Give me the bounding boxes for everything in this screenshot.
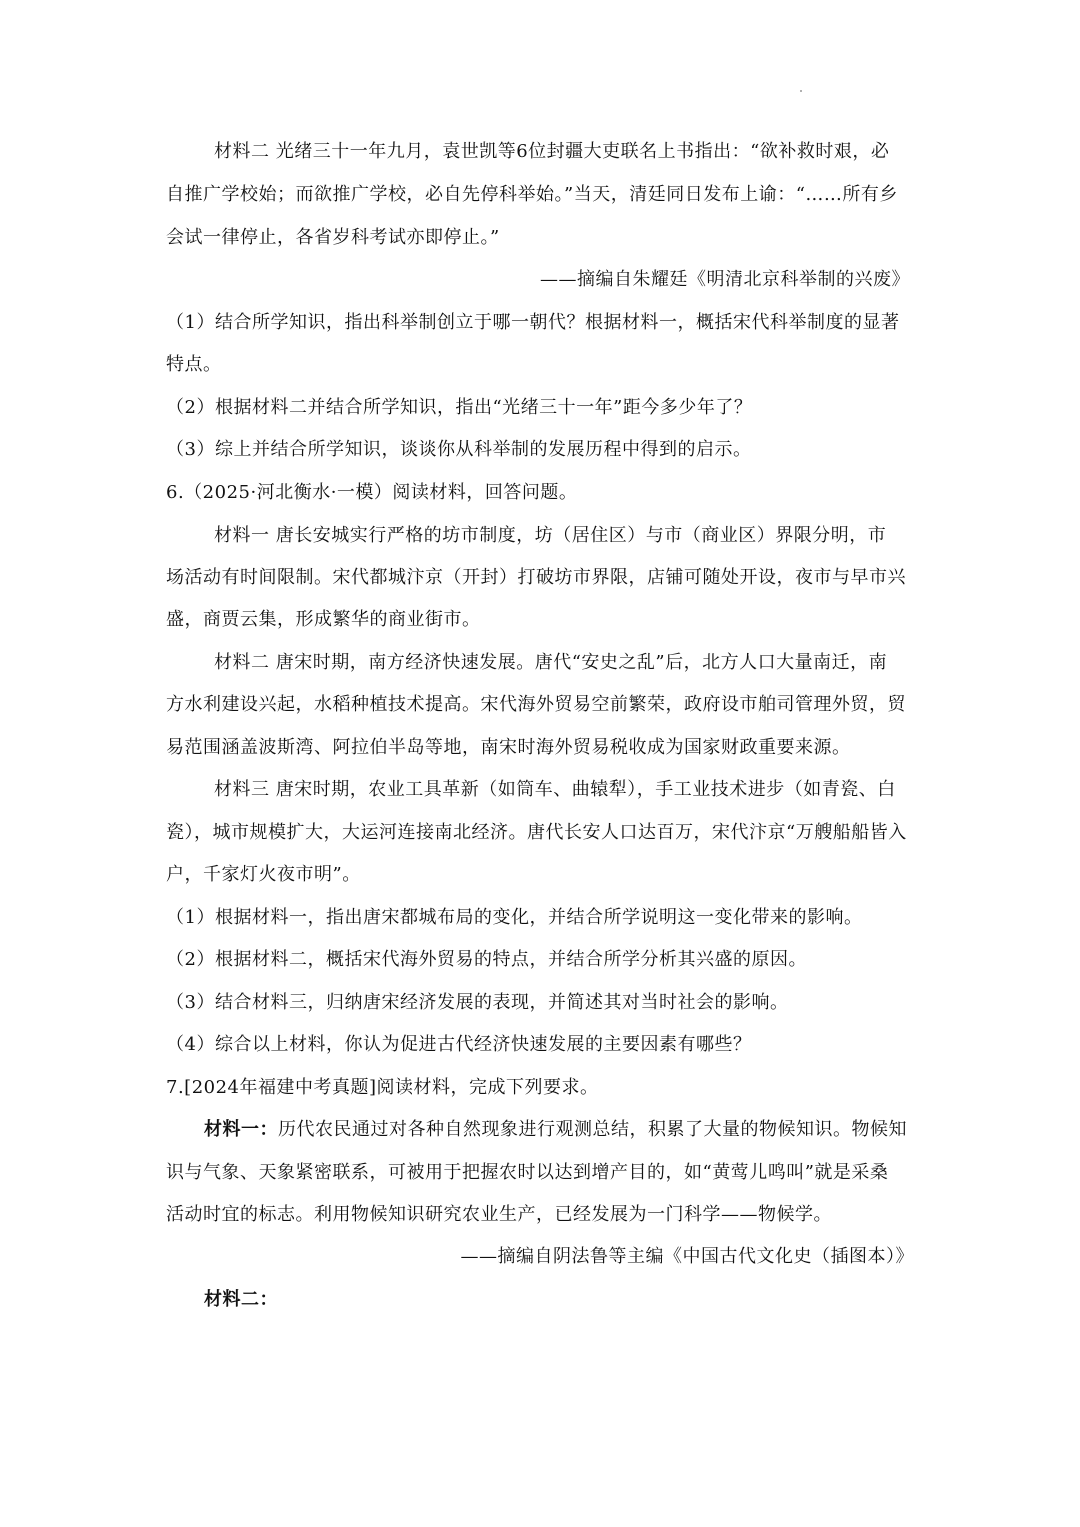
q5-question-1: （1）结合所学知识，指出科举制创立于哪一朝代？根据材料一，概括宋代科举制度的显著 <box>166 312 900 333</box>
q5-material2-line-3: 会试一律停止，各省岁科考试亦即停止。” <box>166 227 500 248</box>
q5-question-3: （3）综上并结合所学知识，谈谈你从科举制的发展历程中得到的启示。 <box>166 439 752 460</box>
q6-material1-line-1: 材料一 唐长安城实行严格的坊市制度，坊（居住区）与市（商业区）界限分明，市 <box>214 525 887 546</box>
q6-question-4: （4）综合以上材料，你认为促进古代经济快速发展的主要因素有哪些？ <box>166 1034 752 1055</box>
q7-material1-text: 历代农民通过对各种自然现象进行观测总结，积累了大量的物候知识。物候知 <box>278 1119 907 1140</box>
q5-material2-line-2: 自推广学校始；而欲推广学校，必自先停科举始。”当天，清廷同日发布上谕：“……所有乡 <box>166 184 898 205</box>
q6-header: 6.（2025·河北衡水·一模）阅读材料，回答问题。 <box>166 482 578 503</box>
q6-material2-line-3: 易范围涵盖波斯湾、阿拉伯半岛等地，南宋时海外贸易税收成为国家财政重要来源。 <box>166 737 851 758</box>
q5-question-1-cont: 特点。 <box>166 354 222 375</box>
q6-material3-line-1: 材料三 唐宋时期，农业工具革新（如筒车、曲辕犁），手工业技术进步（如青瓷、白 <box>214 779 896 800</box>
q6-material1-line-2: 场活动有时间限制。宋代都城汴京（开封）打破坊市界限，店铺可随处开设，夜市与早市兴 <box>166 567 906 588</box>
q7-material1-line-2: 识与气象、天象紧密联系，可被用于把握农时以达到增产目的，如“黄莺儿鸣叫”就是采桑 <box>166 1162 889 1183</box>
q6-material1-line-3: 盛，商贾云集，形成繁华的商业街市。 <box>166 609 481 630</box>
q5-material2-line-1: 材料二 光绪三十一年九月，袁世凯等6位封疆大吏联名上书指出：“欲补救时艰，必 <box>214 141 890 162</box>
q7-header: 7.[2024年福建中考真题]阅读材料，完成下列要求。 <box>166 1077 599 1098</box>
q7-material1-line-1 <box>204 1118 907 1142</box>
q6-question-1: （1）根据材料一，指出唐宋都城布局的变化，并结合所学说明这一变化带来的影响。 <box>166 907 863 928</box>
q6-question-2: （2）根据材料二，概括宋代海外贸易的特点，并结合所学分析其兴盛的原因。 <box>166 949 807 970</box>
q6-question-3: （3）结合材料三，归纳唐宋经济发展的表现，并简述其对当时社会的影响。 <box>166 992 789 1013</box>
q7-material1-label: 材料一： <box>204 1119 278 1140</box>
scan-dot <box>800 90 802 92</box>
q5-source: ——摘编自朱耀廷《明清北京科举制的兴废》 <box>540 269 910 290</box>
q5-question-2: （2）根据材料二并结合所学知识，指出“光绪三十一年”距今多少年了？ <box>166 397 753 418</box>
q6-material3-line-3: 户，千家灯火夜市明”。 <box>166 864 361 885</box>
q7-source: ——摘编自阴法鲁等主编《中国古代文化史（插图本）》 <box>460 1246 914 1267</box>
q7-material2-label: 材料二： <box>204 1289 278 1310</box>
q6-material2-line-1: 材料二 唐宋时期，南方经济快速发展。唐代“安史之乱”后，北方人口大量南迁，南 <box>214 652 888 673</box>
q6-material2-line-2: 方水利建设兴起，水稻种植技术提高。宋代海外贸易空前繁荣，政府设市舶司管理外贸，贸 <box>166 694 906 715</box>
q6-material3-line-2: 瓷），城市规模扩大，大运河连接南北经济。唐代长安人口达百万，宋代汴京“万艘船船皆入 <box>166 822 907 843</box>
q7-material1-line-3: 活动时宜的标志。利用物候知识研究农业生产，已经发展为一门科学——物候学。 <box>166 1204 832 1225</box>
